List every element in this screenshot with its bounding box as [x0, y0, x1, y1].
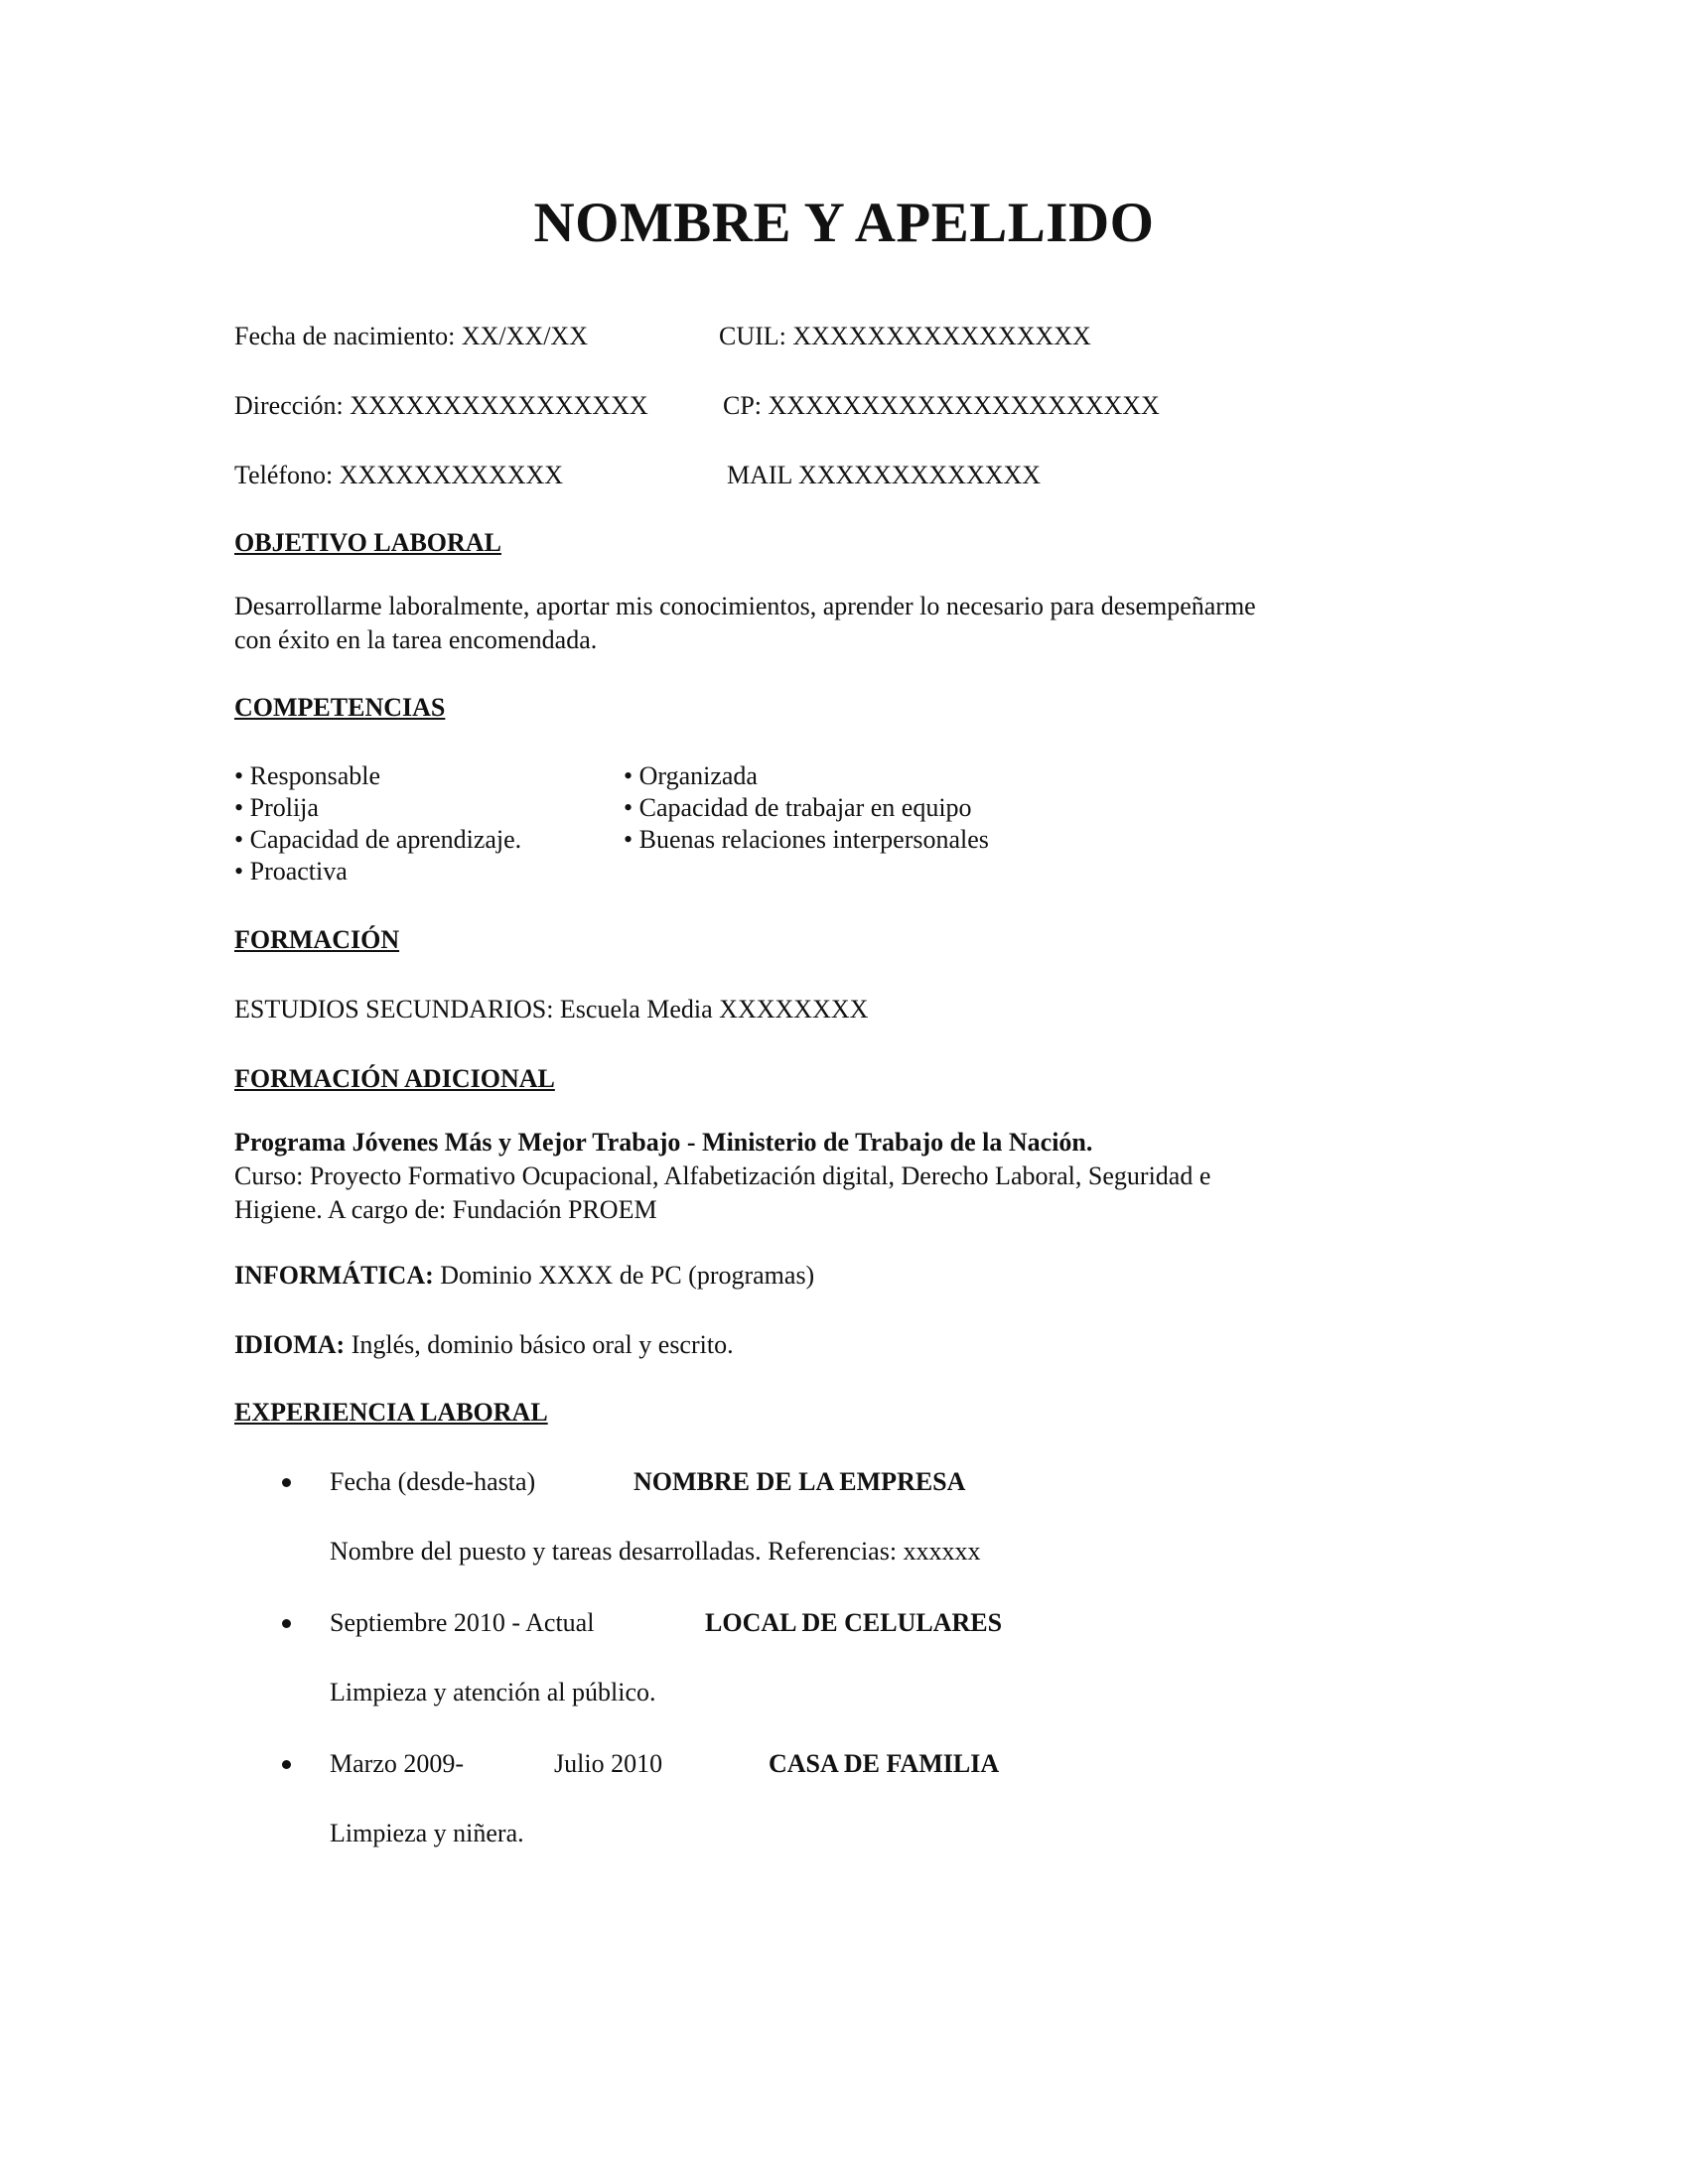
competency-item: • Prolija: [234, 793, 319, 822]
education-heading: FORMACIÓN: [234, 925, 400, 954]
cuil: CUIL: XXXXXXXXXXXXXXXX: [719, 322, 1091, 350]
experience-company: LOCAL DE CELULARES: [705, 1608, 1003, 1637]
objective-line-1: Desarrollarme laboralmente, aportar mis conocimientos, aprender lo necesario para desempeñarme: [234, 592, 1256, 620]
bullet-icon: [282, 1619, 291, 1628]
competency-item: • Buenas relaciones interpersonales: [624, 825, 989, 854]
language-label: IDIOMA:: [234, 1330, 346, 1359]
address: Dirección: XXXXXXXXXXXXXXXX: [234, 391, 648, 420]
course-line-1: Curso: Proyecto Formativo Ocupacional, Alfabetización digital, Derecho Laboral, Seguridad e: [234, 1161, 1211, 1190]
postal-code: CP: XXXXXXXXXXXXXXXXXXXXX: [723, 391, 1160, 420]
experience-date: Septiembre 2010 - Actual: [330, 1608, 595, 1637]
experience-description: Limpieza y atención al público.: [330, 1678, 656, 1706]
competency-item: • Capacidad de trabajar en equipo: [624, 793, 972, 822]
competency-item: • Proactiva: [234, 857, 348, 886]
experience-date: Fecha (desde-hasta): [330, 1467, 536, 1496]
education-text: ESTUDIOS SECUNDARIOS: Escuela Media XXXXXXXX: [234, 995, 869, 1024]
course-line-2: Higiene. A cargo de: Fundación PROEM: [234, 1195, 657, 1224]
experience-heading: EXPERIENCIA LABORAL: [234, 1398, 548, 1427]
phone: Teléfono: XXXXXXXXXXXX: [234, 461, 564, 489]
competency-item: • Responsable: [234, 761, 381, 790]
language-line: [234, 1328, 734, 1362]
competency-item: • Capacidad de aprendizaje.: [234, 825, 522, 854]
competencies-column-2: [624, 760, 989, 856]
program-name: Programa Jóvenes Más y Mejor Trabajo - Ministerio de Trabajo de la Nación.: [234, 1128, 1093, 1157]
experience-date-end: Julio 2010: [554, 1749, 663, 1778]
informatics-label: INFORMÁTICA:: [234, 1261, 434, 1290]
bullet-icon: [282, 1478, 291, 1487]
competencies-column-1: [234, 760, 521, 887]
page-title: NOMBRE Y APELLIDO: [533, 192, 1155, 254]
bullet-icon: [282, 1760, 291, 1769]
experience-description: Limpieza y niñera.: [330, 1819, 524, 1847]
experience-company: NOMBRE DE LA EMPRESA: [633, 1467, 966, 1496]
objective-line-2: con éxito en la tarea encomendada.: [234, 625, 598, 654]
experience-date: Marzo 2009-: [330, 1749, 465, 1778]
language-text: Inglés, dominio básico oral y escrito.: [345, 1330, 734, 1359]
additional-heading: FORMACIÓN ADICIONAL: [234, 1064, 555, 1093]
informatics-line: [234, 1259, 814, 1293]
competencies-heading: COMPETENCIAS: [234, 693, 446, 722]
objective-heading: OBJETIVO LABORAL: [234, 528, 501, 557]
experience-description: Nombre del puesto y tareas desarrolladas. Referencias: xxxxxx: [330, 1537, 981, 1566]
competency-item: • Organizada: [624, 761, 758, 790]
birth-date: Fecha de nacimiento: XX/XX/XX: [234, 322, 588, 350]
mail: MAIL XXXXXXXXXXXXX: [727, 461, 1042, 489]
objective-text: [234, 590, 1466, 657]
additional-text: [234, 1126, 1466, 1227]
experience-company: CASA DE FAMILIA: [769, 1749, 1000, 1778]
informatics-text: Dominio XXXX de PC (programas): [433, 1261, 815, 1290]
